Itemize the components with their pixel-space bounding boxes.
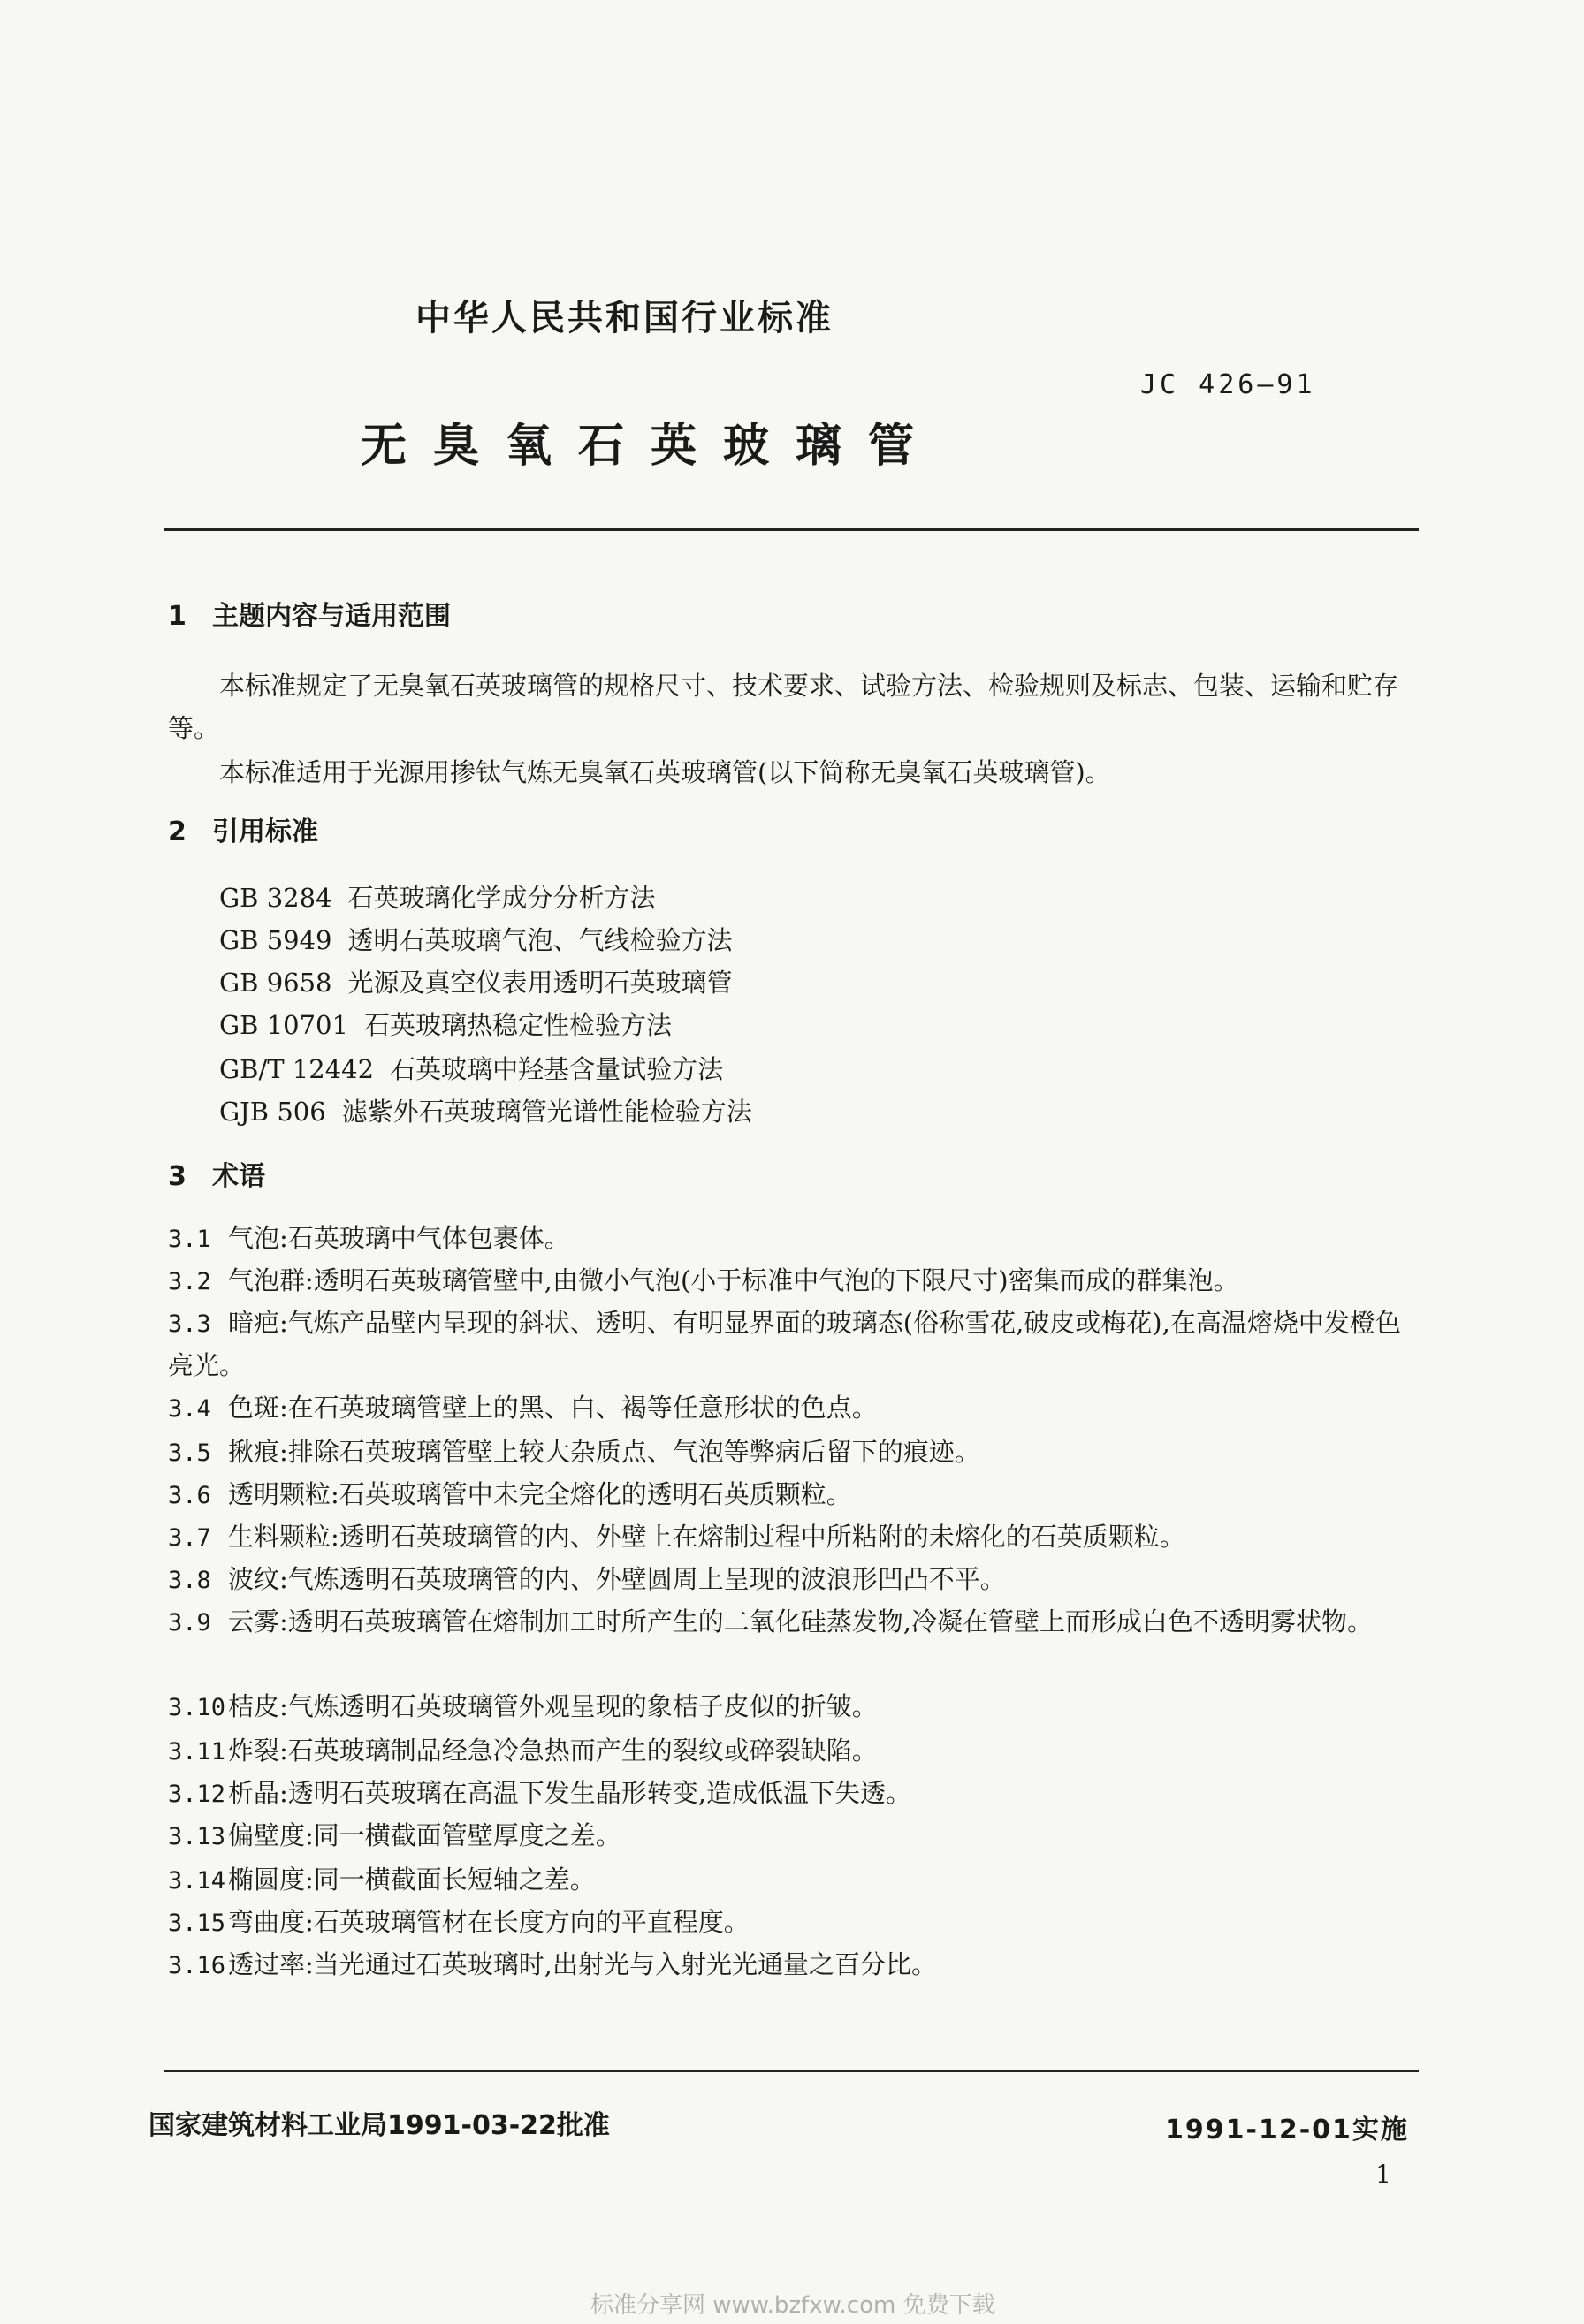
top-divider [164, 528, 1419, 531]
term-number: 3.2 [168, 1268, 211, 1295]
reference-code: GB 5949 [219, 925, 332, 955]
standard-type-heading: 中华人民共和国行业标准 [415, 298, 834, 338]
reference-name: 石英玻璃化学成分分析方法 [347, 883, 656, 913]
term-item [168, 1516, 1423, 1559]
reference-code: GJB 506 [219, 1097, 326, 1127]
standard-code: JC 426—91 [1140, 369, 1316, 400]
reference-item [219, 921, 733, 957]
section-1-paragraph-2: 本标准适用于光源用掺钛气炼无臭氧石英玻璃管(以下简称无臭氧石英玻璃管)。 [219, 757, 1111, 787]
term-number: 3.10 [168, 1694, 226, 1721]
implementation-date: 1991-12-01实施 [1165, 2115, 1409, 2146]
term-item [168, 1303, 1423, 1386]
term-number: 3.16 [168, 1952, 226, 1979]
section-1-paragraph-1: 本标准规定了无臭氧石英玻璃管的规格尺寸、技术要求、试验方法、检验规则及标志、包装、运输和贮存等。 [168, 671, 1399, 743]
term-text: 暗疤:气炼产品壁内呈现的斜状、透明、有明显界面的玻璃态(俗称雪花,破皮或梅花),在高温熔烧中发橙色亮光。 [168, 1308, 1401, 1380]
term-text: 气泡群:透明石英玻璃管壁中,由微小气泡(小于标准中气泡的下限尺寸)密集而成的群集泡。 [228, 1265, 1239, 1295]
reference-code: GB 3284 [219, 883, 332, 913]
term-item [168, 1559, 1423, 1601]
term-text: 桔皮:气炼透明石英玻璃管外观呈现的象桔子皮似的折皱。 [228, 1691, 878, 1721]
page-number: 1 [1375, 2160, 1391, 2189]
term-text: 炸裂:石英玻璃制品经急冷急热而产生的裂纹或碎裂缺陷。 [228, 1735, 878, 1766]
reference-name: 光源及真空仪表用透明石英玻璃管 [347, 968, 733, 998]
section-3-heading [168, 1154, 265, 1193]
watermark-text: 标准分享网 www.bzfxw.com 免费下载 [590, 2292, 995, 2319]
term-text: 析晶:透明石英玻璃在高温下发生晶形转变,造成低温下失透。 [228, 1778, 911, 1808]
term-item [168, 1773, 1423, 1815]
reference-name: 石英玻璃中羟基含量试验方法 [390, 1054, 724, 1084]
term-item [168, 1815, 1423, 1857]
term-text: 云雾:透明石英玻璃管在熔制加工时所产生的二氧化硅蒸发物,冷凝在管壁上而形成白色不透明雾状物。 [228, 1606, 1373, 1637]
term-text: 气泡:石英玻璃中气体包裹体。 [228, 1223, 570, 1253]
term-text: 揪痕:排除石英玻璃管壁上较大杂质点、气泡等弊病后留下的痕迹。 [228, 1437, 980, 1467]
term-item [168, 1387, 1423, 1430]
section-2-heading [168, 809, 318, 848]
term-number: 3.11 [168, 1738, 226, 1766]
term-text: 椭圆度:同一横截面长短轴之差。 [228, 1865, 596, 1895]
bottom-divider [164, 2070, 1419, 2072]
term-number: 3.8 [168, 1567, 211, 1594]
term-number: 3.9 [168, 1609, 211, 1637]
term-item [168, 1730, 1423, 1773]
term-item [168, 1902, 1423, 1944]
term-item [168, 1859, 1423, 1902]
term-number: 3.12 [168, 1781, 226, 1808]
reference-name: 滤紫外石英玻璃管光谱性能检验方法 [341, 1097, 752, 1127]
term-item [168, 1260, 1423, 1303]
section-title: 术语 [212, 1161, 265, 1192]
term-number: 3.13 [168, 1823, 226, 1850]
term-text: 色斑:在石英玻璃管壁上的黑、白、褐等任意形状的色点。 [228, 1393, 878, 1423]
reference-item [219, 1050, 723, 1086]
term-item [168, 1218, 1423, 1260]
term-item [168, 1474, 1423, 1516]
section-1-heading [168, 594, 451, 633]
section-number: 2 [168, 816, 187, 847]
term-text: 偏壁度:同一横截面管壁厚度之差。 [228, 1820, 621, 1850]
term-number: 3.14 [168, 1867, 226, 1895]
section-title: 主题内容与适用范围 [212, 601, 451, 632]
reference-code: GB 10701 [219, 1010, 348, 1040]
term-item [168, 1944, 1423, 1986]
term-number: 3.4 [168, 1395, 211, 1423]
reference-name: 透明石英玻璃气泡、气线检验方法 [347, 925, 733, 955]
term-item [168, 1686, 1423, 1728]
section-title: 引用标准 [212, 816, 318, 847]
term-number: 3.3 [168, 1310, 211, 1338]
term-number: 3.6 [168, 1482, 211, 1509]
term-text: 透过率:当光通过石英玻璃时,出射光与入射光光通量之百分比。 [228, 1949, 937, 1979]
reference-item [219, 963, 733, 999]
approval-line: 国家建筑材料工业局1991-03-22批准 [148, 2110, 610, 2141]
term-text: 透明颗粒:石英玻璃管中未完全熔化的透明石英质颗粒。 [228, 1479, 852, 1509]
section-number: 3 [168, 1161, 187, 1192]
term-text: 波纹:气炼透明石英玻璃管的内、外壁圆周上呈现的波浪形凹凸不平。 [228, 1564, 1006, 1594]
term-number: 3.1 [168, 1226, 211, 1253]
reference-code: GB/T 12442 [219, 1054, 375, 1084]
term-item [168, 1601, 1423, 1644]
term-number: 3.5 [168, 1439, 211, 1467]
term-number: 3.7 [168, 1524, 211, 1552]
section-number: 1 [168, 601, 187, 632]
term-text: 弯曲度:石英玻璃管材在长度方向的平直程度。 [228, 1907, 750, 1937]
term-text: 生料颗粒:透明石英玻璃管的内、外壁上在熔制过程中所粘附的未熔化的石英质颗粒。 [228, 1522, 1185, 1552]
document-title: 无臭氧石英玻璃管 [361, 420, 941, 473]
reference-code: GB 9658 [219, 968, 332, 998]
term-item [168, 1432, 1423, 1474]
reference-item [219, 1092, 752, 1128]
reference-item [219, 1006, 672, 1042]
reference-name: 石英玻璃热稳定性检验方法 [363, 1010, 672, 1040]
term-number: 3.15 [168, 1910, 226, 1937]
reference-item [219, 878, 656, 915]
